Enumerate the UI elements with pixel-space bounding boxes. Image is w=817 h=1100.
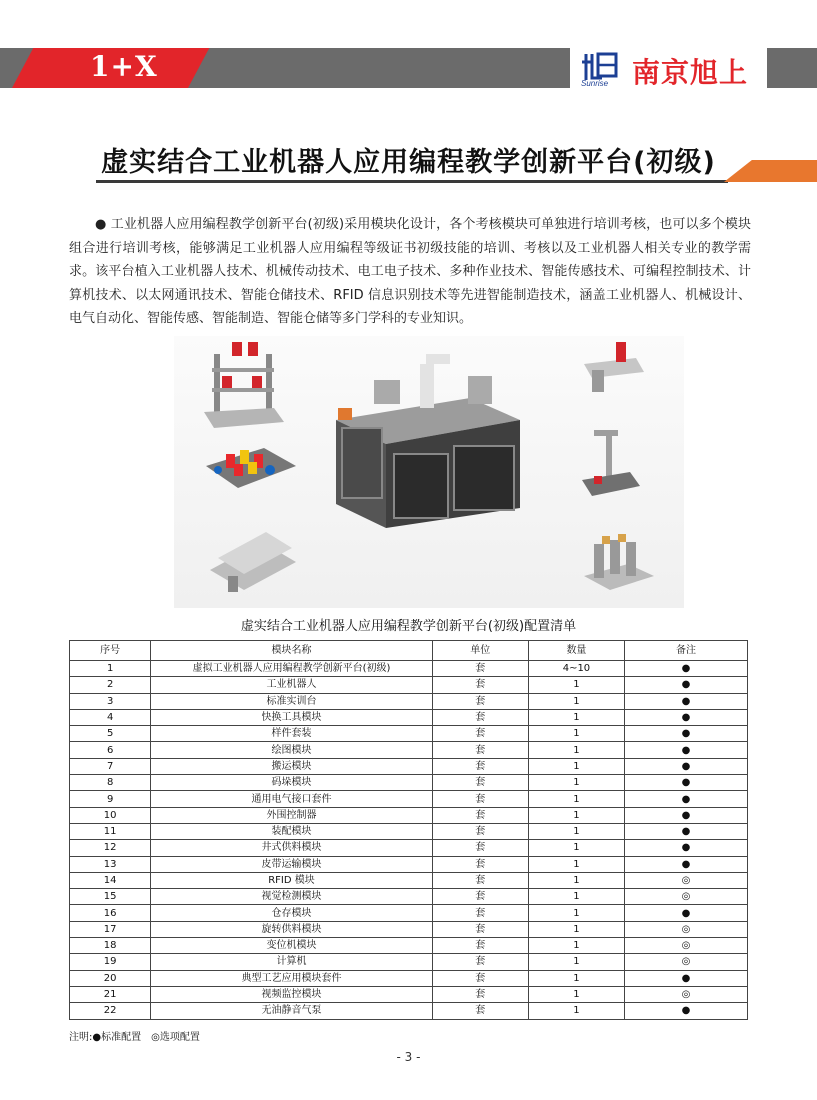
title-underline (96, 180, 728, 183)
table-cell: 1 (528, 856, 624, 872)
table-cell: 井式供料模块 (151, 840, 432, 856)
table-row (70, 1003, 748, 1019)
table-cell: 套 (432, 742, 528, 758)
storage-module-image (584, 534, 654, 590)
table-cell: 快换工具模块 (151, 709, 432, 725)
table-cell: 标准实训台 (151, 693, 432, 709)
header-badge: 1+X (90, 50, 158, 83)
table-cell: 8 (70, 775, 151, 791)
header-cell: 备注 (625, 641, 748, 661)
table-cell: 1 (528, 807, 624, 823)
table-cell: ◎ (625, 889, 748, 905)
table-cell: ● (625, 677, 748, 693)
table-cell: 旋转供料模块 (151, 921, 432, 937)
table-cell: 1 (528, 921, 624, 937)
table-cell: ◎ (625, 921, 748, 937)
table-cell: 1 (528, 970, 624, 986)
table-cell: 11 (70, 823, 151, 839)
table-cell: 1 (528, 938, 624, 954)
table-cell: 1 (528, 677, 624, 693)
table-cell: 套 (432, 970, 528, 986)
table-cell: 13 (70, 856, 151, 872)
table-row (70, 856, 748, 872)
table-cell: 计算机 (151, 954, 432, 970)
table-cell: 16 (70, 905, 151, 921)
table-cell: 搬运模块 (151, 758, 432, 774)
table-cell: 19 (70, 954, 151, 970)
table-cell: ● (625, 905, 748, 921)
page-number: - 3 - (396, 1050, 421, 1064)
table-cell: 1 (528, 758, 624, 774)
table-cell: 3 (70, 693, 151, 709)
table-cell: 9 (70, 791, 151, 807)
table-cell: ● (625, 807, 748, 823)
table-cell: ● (625, 726, 748, 742)
workstation-image (336, 354, 520, 528)
table-row (70, 889, 748, 905)
table-cell: 外围控制器 (151, 807, 432, 823)
table-row (70, 938, 748, 954)
table-cell: ● (625, 742, 748, 758)
table-row (70, 872, 748, 888)
table-cell: 套 (432, 889, 528, 905)
table-row (70, 954, 748, 970)
table-cell: 1 (528, 1003, 624, 1019)
table-cell: 1 (528, 726, 624, 742)
table-cell: 2 (70, 677, 151, 693)
table-cell: 套 (432, 758, 528, 774)
table-note: 注明:●标准配置 ◎选项配置 (69, 1032, 200, 1043)
table-cell: ● (625, 693, 748, 709)
table-cell: 通用电气接口套件 (151, 791, 432, 807)
table-cell: 1 (528, 905, 624, 921)
table-cell: 套 (432, 693, 528, 709)
table-cell: 套 (432, 661, 528, 677)
table-cell: 7 (70, 758, 151, 774)
table-cell: ● (625, 823, 748, 839)
table-cell: RFID 模块 (151, 872, 432, 888)
table-cell: 20 (70, 970, 151, 986)
table-cell: ● (625, 775, 748, 791)
table-cell: 1 (528, 889, 624, 905)
table-cell: 1 (528, 872, 624, 888)
table-cell: 1 (528, 986, 624, 1002)
table-cell: 无油静音气泵 (151, 1003, 432, 1019)
table-row (70, 775, 748, 791)
table-row (70, 742, 748, 758)
table-cell: 1 (528, 775, 624, 791)
table-cell: 套 (432, 872, 528, 888)
table-cell: ◎ (625, 938, 748, 954)
table-cell: 18 (70, 938, 151, 954)
table-row (70, 823, 748, 839)
table-cell: 1 (70, 661, 151, 677)
table-cell: ● (625, 840, 748, 856)
table-cell: 套 (432, 1003, 528, 1019)
table-cell: 典型工艺应用模块套件 (151, 970, 432, 986)
palletizing-module-image (206, 448, 296, 488)
table-cell: 套 (432, 791, 528, 807)
header-cell: 单位 (432, 641, 528, 661)
table-cell: 套 (432, 954, 528, 970)
table-cell: ● (625, 661, 748, 677)
intro-paragraph: ● 工业机器人应用编程教学创新平台(初级)采用模块化设计，各个考核模块可单独进行培训考核，也可以多个模块组合进行培训考核，能够满足工业机器人应用编程等级证书初级技能的培训、考核以及工业机器人相关专业的教学需求。该平台植入工业机器人技术、机械传动技术、电工电子技术、多种作业技术、智能传感技术、可编程控制技术、计算机技术、以太网通讯技术、智能仓储技术、RFID 信息识别技术等先进智能制造技术，涵盖工业机器人、机械设计、电气自动化、智能传感、智能制造、智能仓储等多门学科的专业知识。 (69, 217, 751, 326)
table-cell: 6 (70, 742, 151, 758)
table-cell: 1 (528, 709, 624, 725)
table-cell: 样件套装 (151, 726, 432, 742)
table-cell: 套 (432, 823, 528, 839)
table-cell: 套 (432, 986, 528, 1002)
table-row (70, 840, 748, 856)
table-cell: 套 (432, 840, 528, 856)
table-cell: 4~10 (528, 661, 624, 677)
table-cell: 套 (432, 856, 528, 872)
table-cell: ● (625, 758, 748, 774)
vision-module-image (582, 430, 640, 496)
table-cell: 套 (432, 938, 528, 954)
table-header-row (70, 641, 748, 661)
table-cell: 14 (70, 872, 151, 888)
sunrise-logo-icon (578, 48, 626, 88)
table-cell: ● (625, 856, 748, 872)
table-row (70, 970, 748, 986)
table-cell: 1 (528, 742, 624, 758)
table-cell: 17 (70, 921, 151, 937)
table-cell: 1 (528, 954, 624, 970)
table-cell: 套 (432, 775, 528, 791)
table-cell: ● (625, 791, 748, 807)
table-cell: 皮带运输模块 (151, 856, 432, 872)
table-row (70, 758, 748, 774)
table-cell: ● (625, 709, 748, 725)
table-cell: 22 (70, 1003, 151, 1019)
header-bar (0, 48, 817, 88)
table-cell: 1 (528, 791, 624, 807)
table-cell: 绘图模块 (151, 742, 432, 758)
table-cell: 12 (70, 840, 151, 856)
table-cell: 套 (432, 677, 528, 693)
table-cell: 21 (70, 986, 151, 1002)
feeder-module-image (584, 342, 644, 392)
table-cell: ◎ (625, 986, 748, 1002)
table-cell: 1 (528, 840, 624, 856)
table-cell: 套 (432, 709, 528, 725)
product-photo (174, 336, 684, 608)
config-table (69, 640, 748, 1020)
table-cell: 套 (432, 921, 528, 937)
table-row (70, 661, 748, 677)
table-cell: 4 (70, 709, 151, 725)
table-cell: 5 (70, 726, 151, 742)
table-row (70, 726, 748, 742)
table-cell: 套 (432, 807, 528, 823)
table-cell: 工业机器人 (151, 677, 432, 693)
table-caption: 虚实结合工业机器人应用编程教学创新平台(初级)配置清单 (240, 619, 577, 634)
table-cell: ◎ (625, 954, 748, 970)
page-title: 虚实结合工业机器人应用编程教学创新平台(初级) (101, 147, 716, 178)
table-cell: 1 (528, 823, 624, 839)
company-name: 南京旭上 (632, 56, 749, 89)
table-cell: ● (625, 970, 748, 986)
header-cell: 模块名称 (151, 641, 432, 661)
positioner-module-image (210, 532, 296, 592)
header-cell: 数量 (528, 641, 624, 661)
shelf-module-image (204, 342, 284, 428)
table-cell: 视频监控模块 (151, 986, 432, 1002)
table-cell: 10 (70, 807, 151, 823)
logo-text: Sunrise (581, 79, 609, 88)
table-cell: 虚拟工业机器人应用编程教学创新平台(初级) (151, 661, 432, 677)
table-cell: 仓存模块 (151, 905, 432, 921)
table-row (70, 791, 748, 807)
table-row (70, 693, 748, 709)
header-cell: 序号 (70, 641, 151, 661)
table-row (70, 986, 748, 1002)
table-cell: 套 (432, 726, 528, 742)
table-cell: ◎ (625, 872, 748, 888)
table-cell: 套 (432, 905, 528, 921)
table-cell: 变位机模块 (151, 938, 432, 954)
table-cell: 装配模块 (151, 823, 432, 839)
table-row (70, 921, 748, 937)
table-row (70, 709, 748, 725)
table-row (70, 905, 748, 921)
table-cell: 1 (528, 693, 624, 709)
table-cell: 视觉检测模块 (151, 889, 432, 905)
table-row (70, 807, 748, 823)
table-row (70, 677, 748, 693)
table-cell: 码垛模块 (151, 775, 432, 791)
table-cell: ● (625, 1003, 748, 1019)
table-cell: 15 (70, 889, 151, 905)
